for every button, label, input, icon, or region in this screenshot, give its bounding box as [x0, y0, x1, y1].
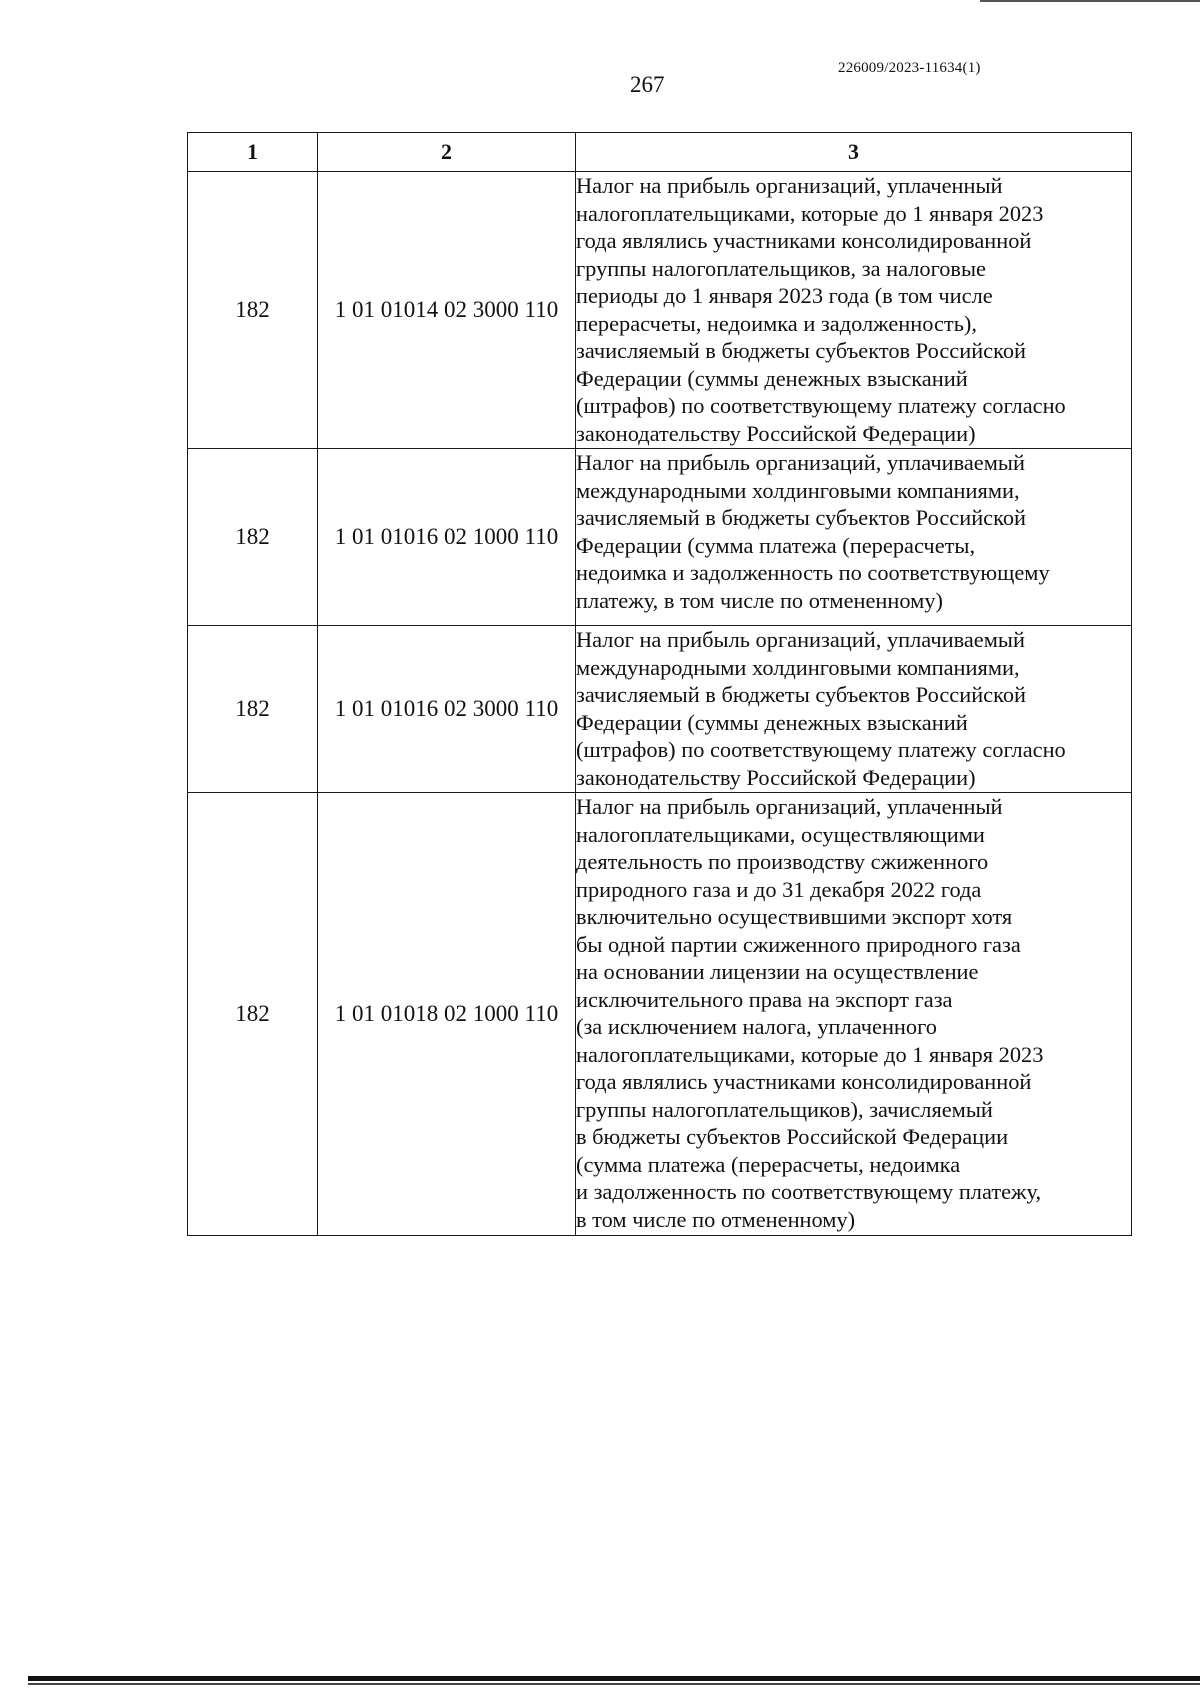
page-number: 267 — [630, 72, 665, 97]
scan-edge-line-top — [980, 0, 1200, 2]
scan-edge-line-bottom-thin — [28, 1683, 1200, 1685]
table-row — [188, 793, 1132, 1236]
table-row — [188, 172, 1132, 449]
table-row — [188, 626, 1132, 793]
description-cell: Налог на прибыль организаций, уплаченный налогоплательщиками, осуществляющими деятельность по производству сжиженного природного газа и до 31 декабря 2022 года включительно осуществившими экспорт хотя бы одной партии сжиженного природного газа на основании лицензии на осуществление исключительного права на экспорт газа (за исключением налога, уплаченного налогоплательщиками, которые до 1 января 2023 года являлись участниками консолидированной группы налогоплательщиков), зачисляемый в бюджеты субъектов Российской Федерации (сумма платежа (перерасчеты, недоимка и задолженность по соответствующему платежу, в том числе по отмененному) — [576, 793, 1132, 1236]
kbk-code-cell: 1 01 01018 02 1000 110 — [318, 793, 576, 1236]
document-id: 226009/2023-11634(1) — [838, 60, 981, 76]
table-header-row — [188, 133, 1132, 172]
admin-code-cell: 182 — [188, 793, 318, 1236]
admin-code-cell: 182 — [188, 172, 318, 449]
admin-code-cell: 182 — [188, 626, 318, 793]
kbk-code-cell: 1 01 01014 02 3000 110 — [318, 172, 576, 449]
column-header-3: 3 — [576, 133, 1132, 172]
column-header-2: 2 — [318, 133, 576, 172]
kbk-code-cell: 1 01 01016 02 3000 110 — [318, 626, 576, 793]
table-row — [188, 449, 1132, 626]
budget-classification-table — [187, 132, 1132, 1236]
description-cell: Налог на прибыль организаций, уплаченный налогоплательщиками, которые до 1 января 2023 года являлись участниками консолидированной группы налогоплательщиков, за налоговые периоды до 1 января 2023 года (в том числе перерасчеты, недоимка и задолженность), зачисляемый в бюджеты субъектов Российской Федерации (суммы денежных взысканий (штрафов) по соответствующему платежу согласно законодательству Российской Федерации) — [576, 172, 1132, 449]
description-cell: Налог на прибыль организаций, уплачиваемый международными холдинговыми компаниями, зачисляемый в бюджеты субъектов Российской Федерации (суммы денежных взысканий (штрафов) по соответствующему платежу согласно законодательству Российской Федерации) — [576, 626, 1132, 793]
kbk-code-cell: 1 01 01016 02 1000 110 — [318, 449, 576, 626]
admin-code-cell: 182 — [188, 449, 318, 626]
scan-edge-line-bottom — [28, 1676, 1200, 1681]
column-header-1: 1 — [188, 133, 318, 172]
description-cell: Налог на прибыль организаций, уплачиваемый международными холдинговыми компаниями, зачисляемый в бюджеты субъектов Российской Федерации (сумма платежа (перерасчеты, недоимка и задолженность по соответствующему платежу, в том числе по отмененному) — [576, 449, 1132, 626]
